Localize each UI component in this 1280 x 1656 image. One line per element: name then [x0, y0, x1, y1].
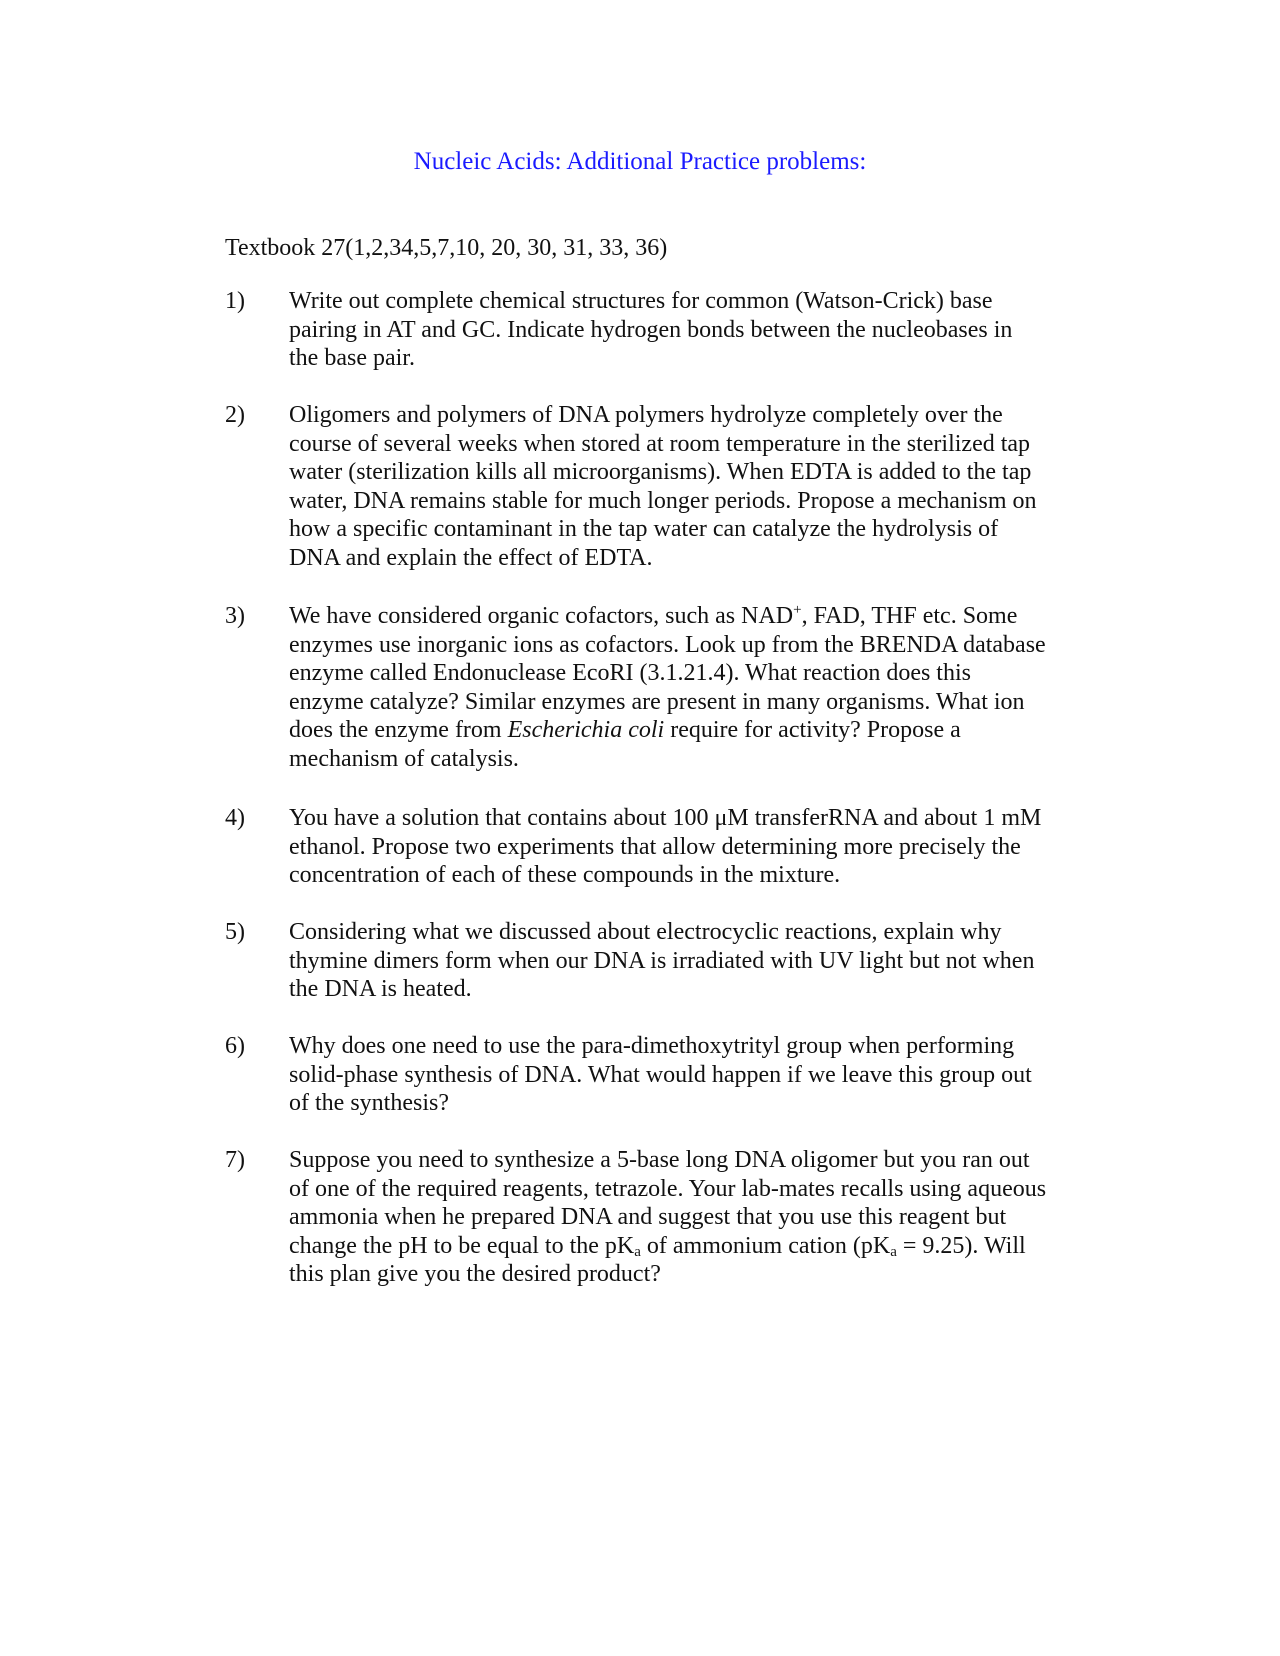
- problem-number: 2): [225, 402, 245, 428]
- problem-line: [289, 1232, 1105, 1261]
- problem-text: [289, 1032, 1105, 1118]
- problem-number: 5): [225, 919, 245, 945]
- problem-line: DNA and explain the effect of EDTA.: [289, 544, 653, 571]
- problem-line: of one of the required reagents, tetrazole. Your lab-mates recalls using aqueous: [289, 1175, 1047, 1202]
- problem-line: how a specific contaminant in the tap water can catalyze the hydrolysis of: [289, 516, 999, 543]
- problem-line: water (sterilization kills all microorganisms). When EDTA is added to the tap: [289, 459, 1032, 486]
- subscript-a: a: [890, 1243, 897, 1260]
- problem-line: water, DNA remains stable for much longer periods. Propose a mechanism on: [289, 487, 1037, 514]
- problem-line: enzyme catalyze? Similar enzymes are present in many organisms. What ion: [289, 688, 1025, 715]
- problem-line: of the synthesis?: [289, 1090, 449, 1117]
- problem-line: [289, 716, 1105, 745]
- problem-line: Suppose you need to synthesize a 5-base long DNA oligomer but you ran out: [289, 1147, 1030, 1173]
- problem-line: solid-phase synthesis of DNA. What would happen if we leave this group out: [289, 1061, 1032, 1088]
- problem-text: [289, 804, 1105, 890]
- problem-line: the base pair.: [289, 345, 415, 372]
- problem-number: 4): [225, 805, 245, 831]
- problem-line: this plan give you the desired product?: [289, 1261, 661, 1288]
- problem-line: enzyme called Endonuclease EcoRI (3.1.21.4). What reaction does this: [289, 660, 971, 687]
- problem-number: 7): [225, 1147, 245, 1173]
- problem-number: 3): [225, 603, 245, 629]
- superscript-plus: +: [793, 602, 802, 618]
- problem-line: You have a solution that contains about 100 μM transferRNA and about 1 mM: [289, 805, 1042, 831]
- problem-line: concentration of each of these compounds in the mixture.: [289, 862, 841, 889]
- problem-line: mechanism of catalysis.: [289, 745, 519, 772]
- problem-text-run: = 9.25). Will: [896, 1232, 1026, 1259]
- problem-text: [289, 287, 1105, 373]
- problem-text-run: of ammonium cation (pK: [640, 1232, 891, 1259]
- problem-line: ammonia when he prepared DNA and suggest that you use this reagent but: [289, 1204, 1007, 1231]
- problem-text-run: change the pH to be equal to the pK: [289, 1232, 635, 1259]
- problem-line: enzymes use inorganic ions as cofactors. Look up from the BRENDA database: [289, 631, 1046, 658]
- problem-line: Considering what we discussed about electrocyclic reactions, explain why: [289, 919, 1002, 945]
- problem-line: ethanol. Propose two experiments that allow determining more precisely the: [289, 833, 1021, 860]
- subscript-a: a: [634, 1243, 641, 1260]
- problem-line: thymine dimers form when our DNA is irradiated with UV light but not when: [289, 947, 1035, 974]
- problem-number: 1): [225, 288, 245, 314]
- problem-line: course of several weeks when stored at room temperature in the sterilized tap: [289, 430, 1031, 457]
- problem-text-run: require for activity? Propose a: [664, 717, 961, 744]
- problem-text: [289, 1146, 1105, 1289]
- problem-line: [289, 602, 1105, 631]
- problem-line: the DNA is heated.: [289, 976, 472, 1003]
- problem-number: 6): [225, 1033, 245, 1059]
- problem-text: [289, 401, 1105, 573]
- page-title: Nucleic Acids: Additional Practice problems:: [413, 148, 867, 175]
- species-name: Escherichia coli: [507, 717, 665, 744]
- problem-line: Oligomers and polymers of DNA polymers hydrolyze completely over the: [289, 402, 1003, 428]
- problem-line: Why does one need to use the para-dimethoxytrityl group when performing: [289, 1033, 1015, 1059]
- textbook-reference: Textbook 27(1,2,34,5,7,10, 20, 30, 31, 33, 36): [225, 235, 668, 261]
- problem-text: [289, 918, 1105, 1004]
- problem-line: Write out complete chemical structures for common (Watson-Crick) base: [289, 288, 993, 314]
- problem-text: [289, 602, 1105, 774]
- problem-text-run: does the enzyme from: [289, 717, 508, 744]
- problem-text-run: We have considered organic cofactors, such as NAD: [289, 603, 794, 629]
- problem-text-run: , FAD, THF etc. Some: [801, 603, 1018, 629]
- problem-line: pairing in AT and GC. Indicate hydrogen bonds between the nucleobases in: [289, 316, 1013, 343]
